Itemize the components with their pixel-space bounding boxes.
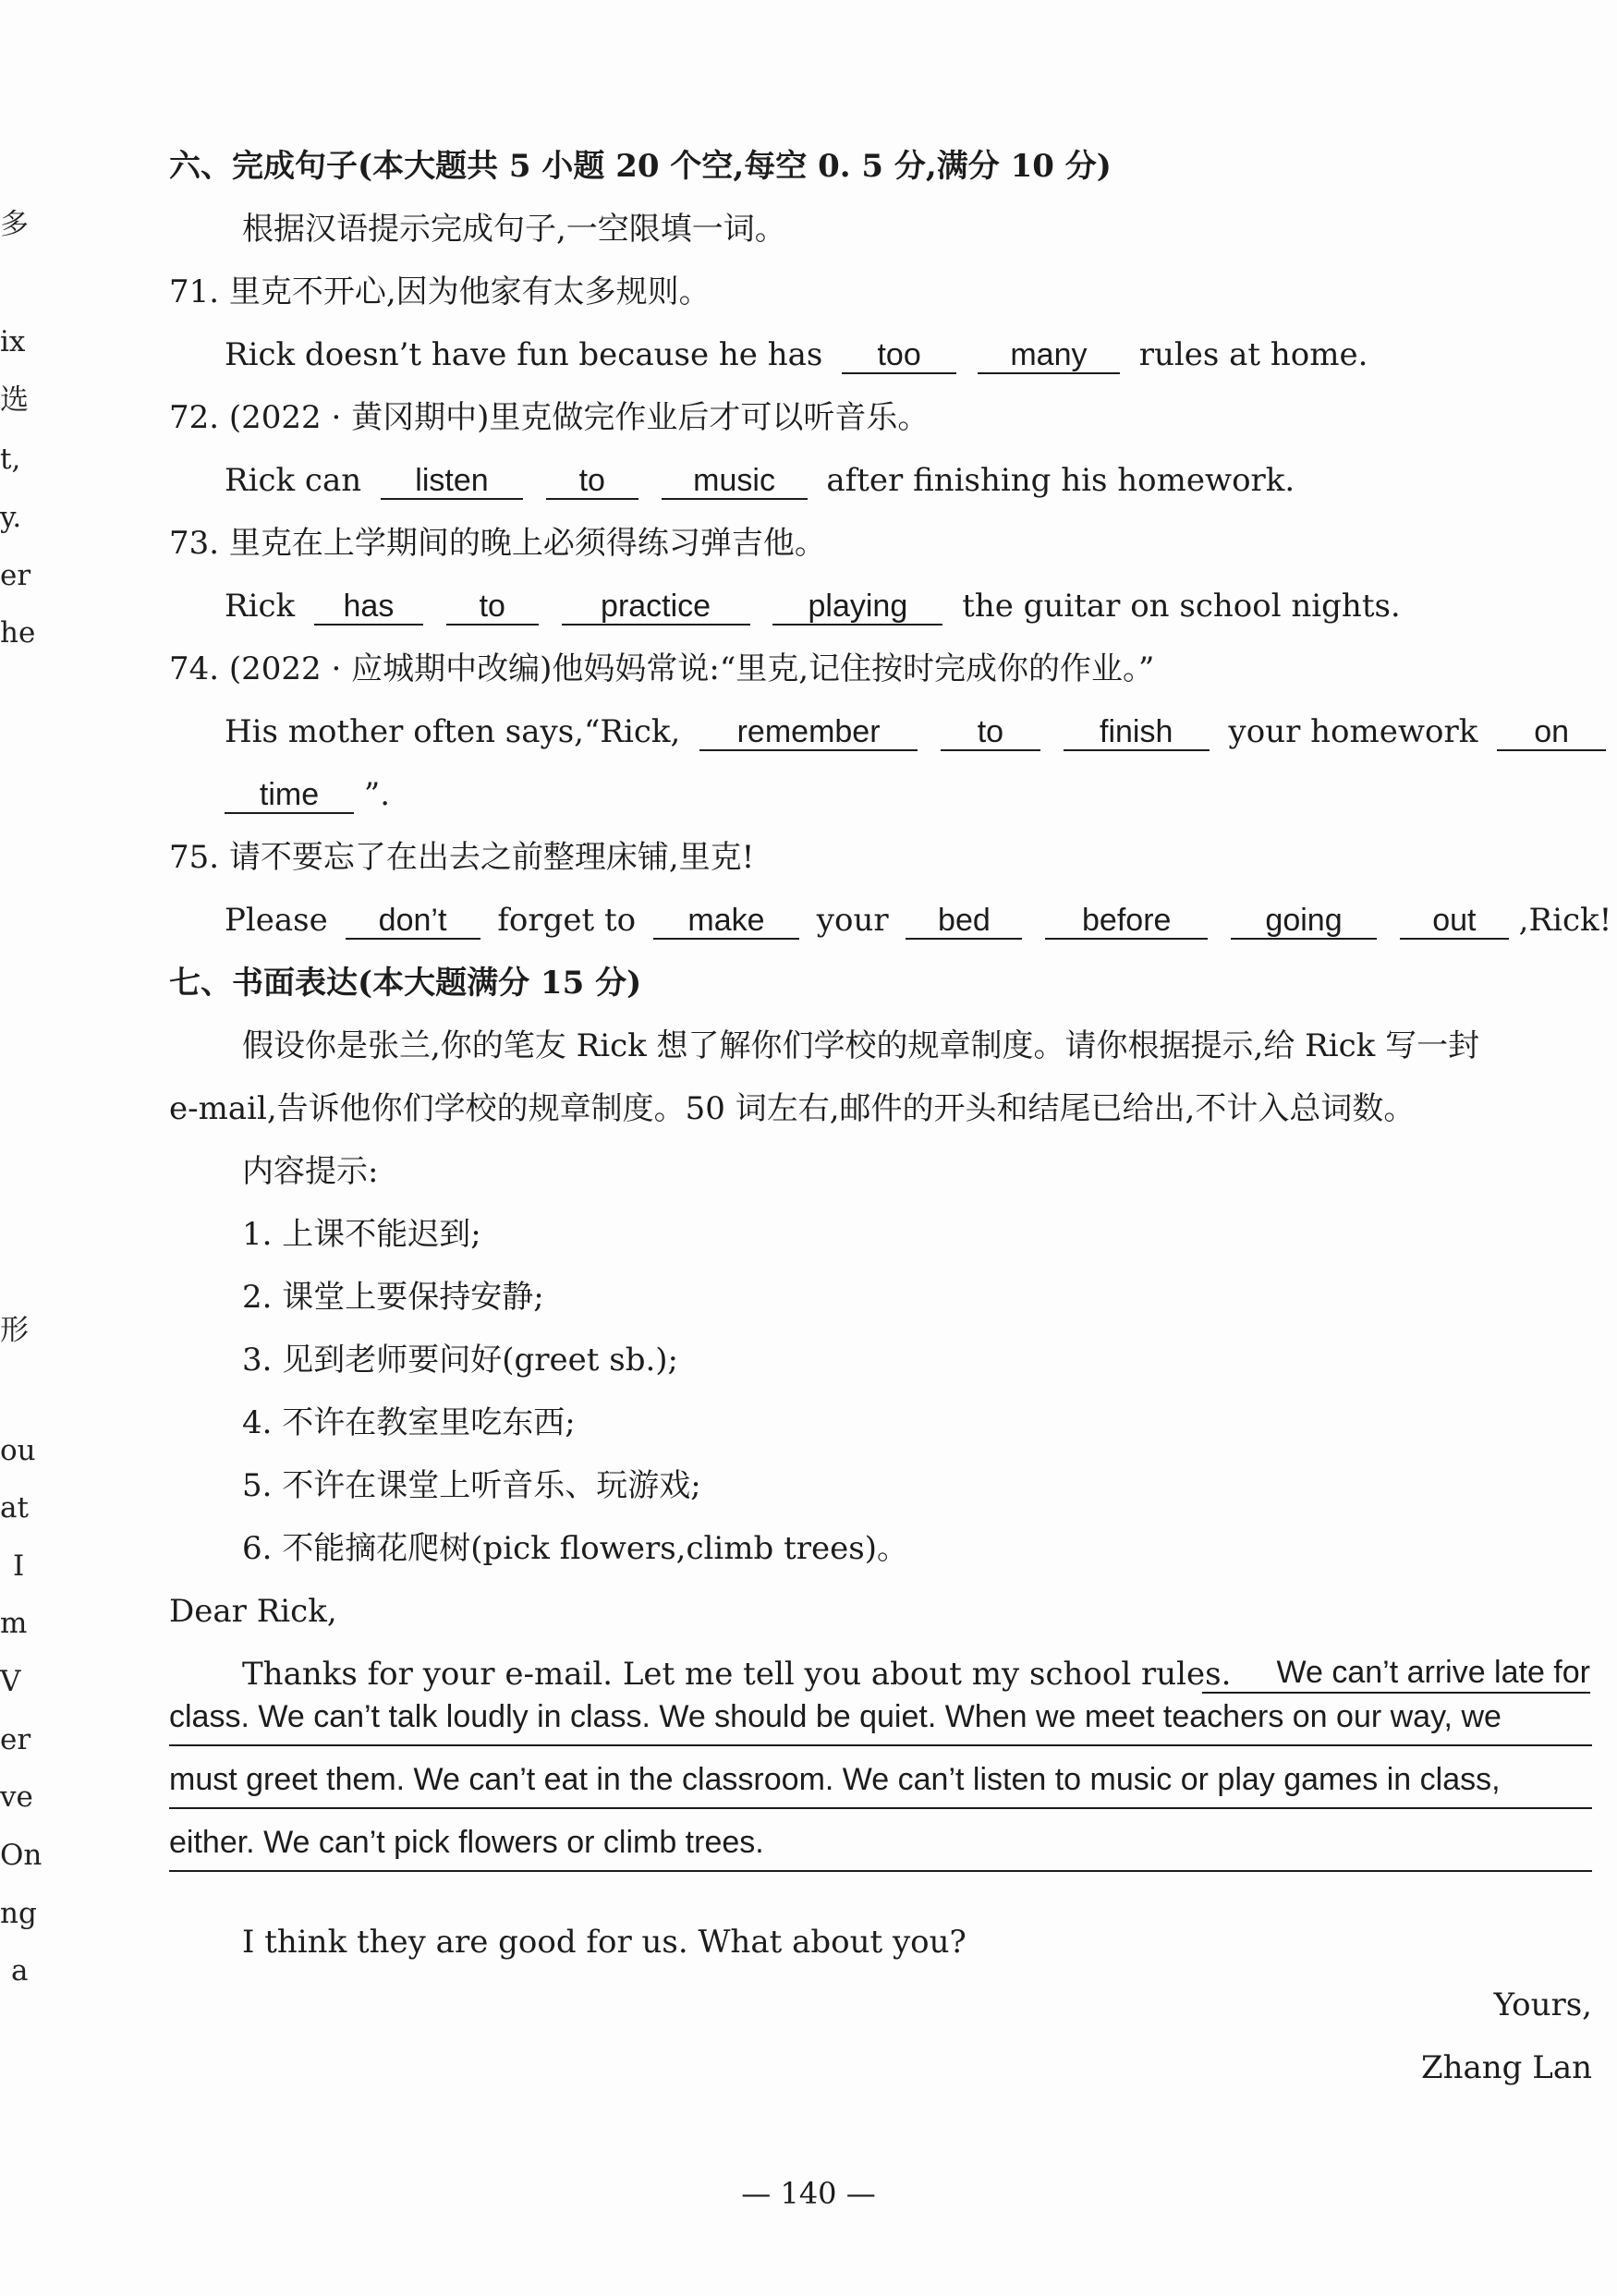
margin-fragment: m: [0, 1607, 28, 1640]
adjacent-page-margin: [0, 0, 43, 2296]
q72-answer-1[interactable]: listen: [381, 464, 523, 500]
q73-text-end: the guitar on school nights.: [962, 588, 1401, 625]
margin-fragment: y.: [0, 501, 22, 534]
q72-sentence: [225, 462, 1295, 500]
margin-fragment: er: [0, 1723, 31, 1756]
q71-prompt: 71. 里克不开心,因为他家有太多规则。: [169, 273, 711, 310]
margin-fragment: he: [0, 616, 36, 650]
q74-sentence: [225, 713, 1606, 751]
letter-closing: I think they are good for us. What about you?: [242, 1924, 967, 1961]
q74-text-mid: your homework: [1228, 713, 1478, 750]
q74-answer-5[interactable]: time: [225, 778, 354, 814]
q73-text: Rick: [225, 588, 296, 625]
q74-prompt: 74. (2022 · 应城期中改编)他妈妈常说:“里克,记住按时完成你的作业。”: [169, 650, 1155, 687]
q75-prompt: 75. 请不要忘了在出去之前整理床铺,里克!: [169, 839, 755, 876]
margin-fragment: I: [13, 1549, 25, 1583]
q74-answer-1[interactable]: remember: [699, 715, 918, 751]
hint-item: 5. 不许在课堂上听音乐、玩游戏;: [242, 1467, 701, 1504]
margin-fragment: ng: [0, 1897, 37, 1930]
margin-fragment: 形: [0, 1314, 29, 1347]
margin-fragment: er: [0, 559, 31, 592]
q75-answer-5[interactable]: going: [1231, 904, 1377, 940]
margin-fragment: at: [0, 1491, 29, 1525]
q71-text-end: rules at home.: [1138, 336, 1368, 373]
q75-answer-6[interactable]: out: [1400, 904, 1509, 940]
section6-heading: 六、完成句子(本大题共 5 小题 20 个空,每空 0. 5 分,满分 10 分): [169, 148, 1112, 185]
essay-answer-line[interactable]: class. We can’t talk loudly in class. We should be quiet. When we meet teachers on our way, we: [169, 1691, 1592, 1746]
letter-signature: Zhang Lan: [1420, 2049, 1592, 2086]
section7-intro-line1: 假设你是张兰,你的笔友 Rick 想了解你们学校的规章制度。请你根据提示,给 Rick 写一封: [242, 1027, 1480, 1064]
q73-prompt: 73. 里克在上学期间的晚上必须得练习弹吉他。: [169, 525, 826, 562]
q75-text-1: Please: [225, 902, 328, 939]
letter-opening: Thanks for your e-mail. Let me tell you about my school rules.: [242, 1656, 1232, 1693]
letter-salutation: Dear Rick,: [169, 1593, 337, 1630]
q75-answer-3[interactable]: bed: [906, 904, 1022, 940]
q73-sentence: [225, 588, 1401, 626]
margin-fragment: a: [11, 1954, 29, 1987]
essay-answer-line[interactable]: must greet them. We can’t eat in the classroom. We can’t listen to music or play games in class,: [169, 1754, 1592, 1809]
q71-text: Rick doesn’t have fun because he has: [225, 336, 823, 373]
q75-text-3: your: [816, 902, 889, 939]
margin-fragment: ve: [0, 1780, 33, 1814]
q72-text-end: after finishing his homework.: [826, 462, 1295, 499]
q75-text-end: ,Rick!: [1518, 902, 1612, 939]
q72-text: Rick can: [225, 462, 362, 499]
q75-text-2: forget to: [497, 902, 637, 939]
margin-fragment: ou: [0, 1434, 36, 1467]
q75-sentence: [225, 902, 1611, 940]
q72-answer-3[interactable]: music: [662, 464, 808, 500]
q74-text-end: ”.: [363, 776, 391, 813]
q71-answer-2[interactable]: many: [978, 338, 1120, 374]
q74-text: His mother often says,“Rick,: [225, 713, 681, 750]
q72-answer-2[interactable]: to: [546, 464, 638, 500]
margin-fragment: 选: [0, 383, 29, 417]
hints-title: 内容提示:: [242, 1153, 379, 1190]
hint-item: 4. 不许在教室里吃东西;: [242, 1404, 576, 1441]
letter-opening-line: [242, 1656, 1231, 1694]
q73-answer-4[interactable]: playing: [772, 589, 942, 626]
q74-sentence-cont: [225, 776, 390, 814]
hint-item: 3. 见到老师要问好(greet sb.);: [242, 1342, 678, 1379]
section6-instruction: 根据汉语提示完成句子,一空限填一词。: [242, 211, 786, 248]
section7-intro-line2: e-mail,告诉他你们学校的规章制度。50 词左右,邮件的开头和结尾已给出,不计入总词数。: [169, 1090, 1416, 1127]
hint-item: 1. 上课不能迟到;: [242, 1216, 481, 1253]
margin-fragment: t,: [0, 443, 21, 476]
q75-answer-1[interactable]: don’t: [346, 904, 480, 940]
q71-sentence: [225, 336, 1368, 374]
section7-heading: 七、书面表达(本大题满分 15 分): [169, 965, 642, 1002]
margin-fragment: ix: [0, 325, 26, 358]
hint-item: 2. 课堂上要保持安静;: [242, 1279, 544, 1316]
q73-answer-2[interactable]: to: [446, 589, 539, 626]
q73-answer-3[interactable]: practice: [562, 589, 750, 626]
margin-fragment: On: [0, 1839, 43, 1872]
q75-answer-4[interactable]: before: [1045, 904, 1208, 940]
q75-answer-2[interactable]: make: [653, 904, 799, 940]
margin-fragment: V: [0, 1665, 21, 1698]
essay-answer-line[interactable]: We can’t arrive late for: [1202, 1654, 1590, 1694]
q71-answer-1[interactable]: too: [842, 338, 956, 374]
hint-item: 6. 不能摘花爬树(pick flowers,climb trees)。: [242, 1530, 908, 1567]
q74-answer-4[interactable]: on: [1497, 715, 1606, 751]
page-number: — 140 —: [741, 2176, 876, 2211]
q73-answer-1[interactable]: has: [314, 589, 423, 626]
q72-prompt: 72. (2022 · 黄冈期中)里克做完作业后才可以听音乐。: [169, 399, 930, 436]
letter-signoff: Yours,: [1493, 1986, 1592, 2023]
q74-answer-2[interactable]: to: [941, 715, 1040, 751]
margin-fragment: 多: [0, 208, 29, 241]
essay-answer-line[interactable]: either. We can’t pick flowers or climb trees.: [169, 1816, 1592, 1872]
q74-answer-3[interactable]: finish: [1064, 715, 1210, 751]
